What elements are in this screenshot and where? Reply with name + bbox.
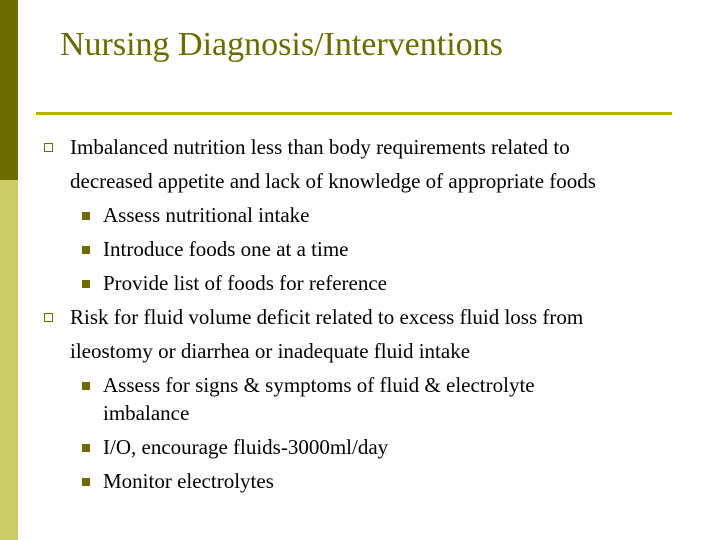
bullet-marker [44, 143, 53, 152]
sub-bullet-text: Monitor electrolytes [103, 469, 274, 493]
sub-bullet-marker [82, 246, 90, 254]
sub-bullet-text: I/O, encourage fluids-3000ml/day [103, 435, 389, 459]
sub-bullet-marker [82, 478, 90, 486]
bullet-marker [44, 313, 53, 322]
sub-bullet-marker [82, 382, 90, 390]
sub-bullet-marker [82, 212, 90, 220]
bullet-text: Imbalanced nutrition less than body requirements related to [70, 135, 570, 159]
sub-bullet-marker [82, 280, 90, 288]
sub-bullet-text: imbalance [103, 401, 190, 425]
bullet-text: Risk for fluid volume deficit related to excess fluid loss from [70, 305, 584, 329]
bullet-text: decreased appetite and lack of knowledge of appropriate foods [70, 169, 596, 193]
sub-bullet-text: Assess for signs & symptoms of fluid & electrolyte [103, 373, 535, 397]
bullet-text: ileostomy or diarrhea or inadequate fluid intake [70, 339, 471, 363]
sub-bullet-text: Provide list of foods for reference [103, 271, 387, 295]
sub-bullet-marker [82, 444, 90, 452]
slide-title: Nursing Diagnosis/Interventions [60, 26, 503, 63]
sub-bullet-text: Assess nutritional intake [103, 203, 310, 227]
sub-bullet-text: Introduce foods one at a time [103, 237, 349, 261]
